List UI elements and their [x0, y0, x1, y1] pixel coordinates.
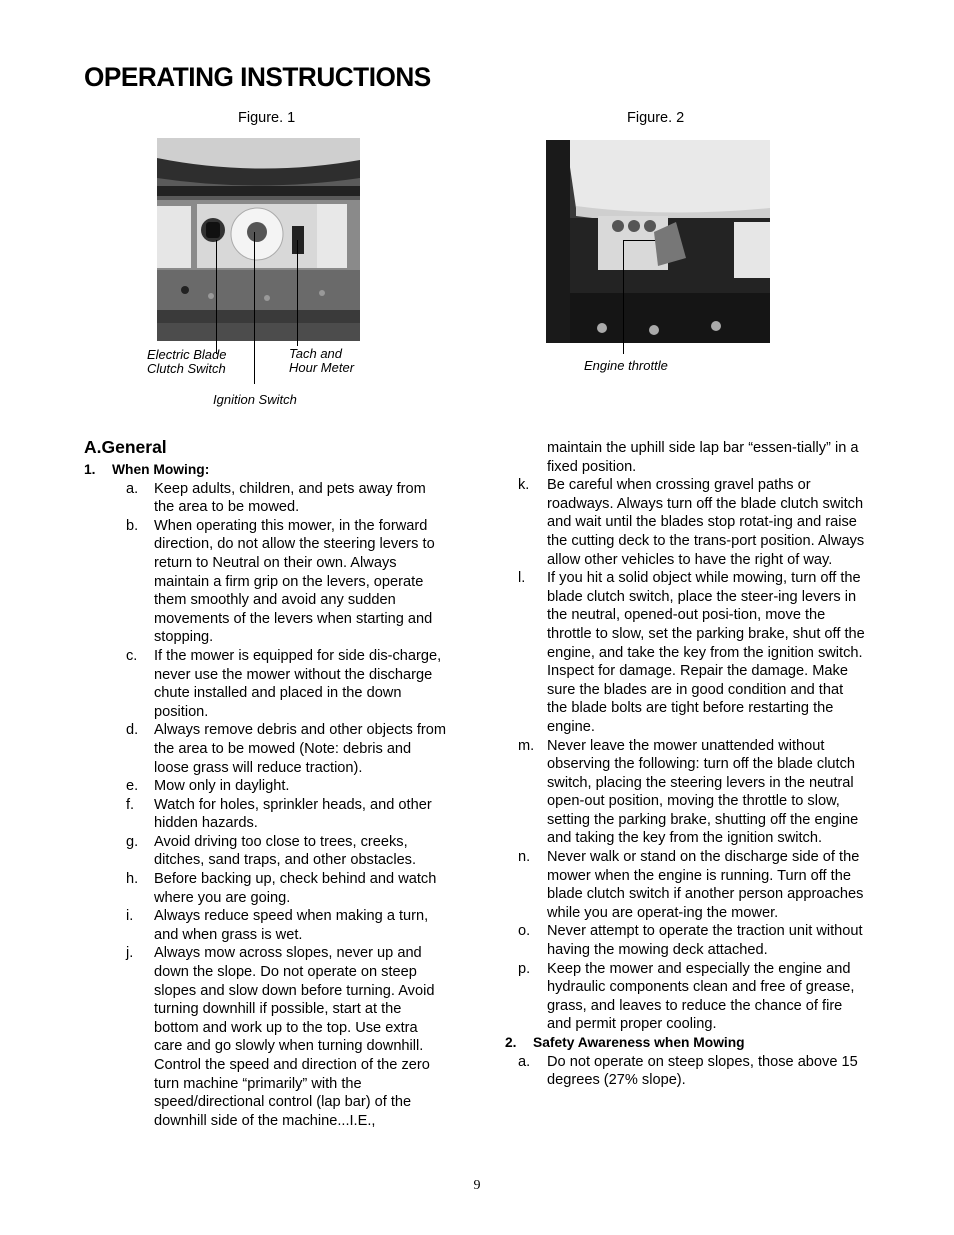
list-item-marker: n. — [518, 849, 531, 866]
control-panel-image — [157, 138, 360, 341]
list-item-text: Before backing up, check behind and watch where you are going. — [154, 871, 437, 906]
list-item-text: If the mower is equipped for side dis-charge, never use the mower without the discharge chute installed and placed in the down position. — [154, 647, 442, 720]
list-item-marker: g. — [126, 833, 139, 850]
list-item-text: Never leave the mower unattended without observing the following: turn off the blade clutch switch, placing the steering levers in the neutral open-out position, moving the throttle to slow, setting the parking brake, shutting off the engine and taking the key from the ignition switch. — [547, 737, 859, 847]
list-item-marker: e. — [126, 778, 139, 795]
leader-line-throttle-horizontal — [623, 240, 655, 241]
list-item — [505, 476, 867, 569]
list-item — [505, 960, 867, 1034]
list-item-marker: f. — [126, 796, 135, 813]
list-item-text: If you hit a solid object while mowing, turn off the blade clutch switch, place the steer-ing levers in the neutral, opened-out posi-tion, move the throttle to slow, set the parking brake, shut off the engine, and take the key from the ignition switch. Inspect for damage. Repair the damage. Make sure the blades are in good condition and that the blade bolts are tight before restarting the engine. — [547, 570, 865, 735]
page-title: OPERATING INSTRUCTIONS — [84, 62, 431, 92]
list-item — [84, 517, 446, 647]
list-item-text: Never attempt to operate the traction unit without having the mowing deck attached. — [547, 923, 863, 959]
list-item-marker: p. — [518, 960, 531, 977]
subheading-when-mowing — [84, 461, 446, 480]
list-when-mowing-continued — [505, 476, 867, 1034]
subheading-number: 1. — [84, 462, 96, 477]
list-item-marker: l. — [518, 570, 526, 587]
list-item — [505, 737, 867, 849]
list-item — [84, 944, 446, 1130]
leader-line-throttle — [623, 240, 624, 354]
callout-ignition-switch: Ignition Switch — [213, 392, 297, 407]
page-number: 9 — [473, 1178, 481, 1193]
list-item — [84, 833, 446, 870]
list-when-mowing — [84, 480, 446, 1131]
list-item-marker: a. — [518, 1053, 531, 1070]
list-item-marker: i. — [126, 908, 134, 925]
subheading-safety-awareness — [505, 1034, 867, 1053]
list-item — [84, 777, 446, 796]
list-item-text: Be careful when crossing gravel paths or roadways. Always turn off the blade clutch switch and wait until the blades stop rotat-ing and raise the cutting deck to the trans-port position. Always allow other vehicles to have the right of way. — [547, 477, 865, 568]
list-item-text: Always remove debris and other objects from the area to be mowed (Note: debris and loose grass will reduce traction). — [154, 722, 447, 776]
list-item-text: Keep adults, children, and pets away from the area to be mowed. — [154, 480, 426, 516]
list-item — [84, 907, 446, 944]
list-item — [505, 848, 867, 922]
list-item-text: When operating this mower, in the forward direction, do not allow the steering levers to return to Neutral on their own. Always maintain a firm grip on the levers, operate them smoothly and avoid any sudden movements of the levers when starting and stopping. — [154, 517, 435, 646]
figure-1-caption: Figure. 1 — [238, 110, 296, 126]
list-item — [84, 870, 446, 907]
list-item — [84, 647, 446, 721]
leader-line-blade-clutch — [216, 240, 217, 354]
figure-2-photo — [546, 140, 770, 343]
subheading-number: 2. — [505, 1035, 517, 1050]
list-item — [505, 1053, 867, 1090]
list-item — [84, 796, 446, 833]
list-item-text: Never walk or stand on the discharge side of the mower when the engine is running. Turn off the blade clutch switch if another person approaches while you are operat-ing the mower. — [547, 849, 864, 921]
subheading-label: Safety Awareness when Mowing — [533, 1035, 745, 1050]
text-column-left — [84, 437, 446, 1130]
list-item — [505, 569, 867, 736]
text-column-right — [505, 439, 867, 1090]
leader-line-ignition — [254, 232, 255, 384]
list-item-marker: h. — [126, 871, 139, 888]
list-item-text: Watch for holes, sprinkler heads, and other hidden hazards. — [154, 796, 432, 832]
list-item-marker: a. — [126, 480, 139, 497]
list-item — [84, 721, 446, 777]
section-heading: A.General — [84, 437, 167, 457]
subheading-label: When Mowing: — [112, 462, 210, 477]
callout-tach-hour-meter: Tach and Hour Meter — [289, 346, 355, 375]
list-item-text: Avoid driving too close to trees, creeks, ditches, sand traps, and other obstacles. — [154, 833, 417, 869]
leader-line-tach — [297, 240, 298, 346]
callout-blade-clutch-switch: Electric Blade Clutch Switch — [147, 347, 227, 376]
callout-engine-throttle: Engine throttle — [584, 358, 668, 373]
list-item-text: Always mow across slopes, never up and down the slope. Do not operate on steep slopes and slow down before turning. Avoid turning downhill if possible, start at the bottom and work up to the top. Use extra care and go slowly when turning downhill. Control the speed and direction of the zero turn machine “primarily” with the speed/directional control (lap bar) of the downhill side of the machine...I.E., — [154, 945, 435, 1129]
list-item-marker: c. — [126, 647, 138, 664]
list-item-marker: m. — [518, 737, 535, 754]
list-item-text: Always reduce speed when making a turn, and when grass is wet. — [154, 908, 429, 943]
list-item-text: Mow only in daylight. — [154, 778, 290, 795]
list-item-marker: b. — [126, 517, 139, 534]
list-item — [505, 922, 867, 959]
list-item-continuation: maintain the uphill side lap bar “essen-tially” in a fixed position. — [547, 440, 859, 475]
list-item-marker: d. — [126, 722, 139, 739]
list-item-marker: o. — [518, 923, 531, 940]
list-item-marker: k. — [518, 477, 530, 494]
list-item-text: Keep the mower and especially the engine and hydraulic components clean and free of grease, grass, and leaves to reduce the chance of fire and permit proper cooling. — [547, 960, 855, 1033]
figure-1-photo — [157, 138, 360, 341]
list-item — [84, 480, 446, 517]
throttle-image — [546, 140, 770, 343]
list-safety-awareness — [505, 1053, 867, 1090]
list-item-marker: j. — [126, 945, 134, 962]
list-item-text: Do not operate on steep slopes, those above 15 degrees (27% slope). — [547, 1053, 858, 1089]
figure-2-caption: Figure. 2 — [627, 110, 685, 126]
